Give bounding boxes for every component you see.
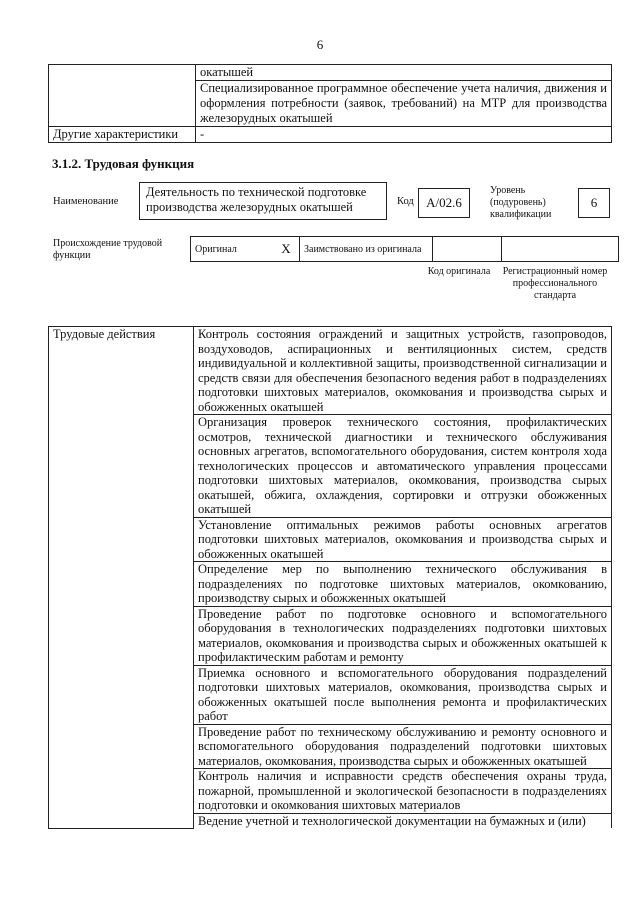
table-row [49, 327, 612, 415]
other-characteristics-value: - [196, 127, 612, 143]
labor-action-item: Ведение учетной и технологической документации на бумажных и (или) [194, 813, 612, 828]
origin-borrowed-label: Заимствовано из оригинала [300, 237, 433, 262]
origin-table [190, 236, 619, 262]
labor-actions-label: Трудовые действия [49, 327, 194, 829]
labor-action-item: Организация проверок технического состояния, профилактических осмотров, технической диагностики и технического обслуживания основных агрегатов, вспомогательного оборудования, систем контроля хода технологических процессов и автоматического управления процессами подготовки шихтовых материалов, окомкования, производства сырых окатышей, обжига, охлаждения, сортировки и отгрузки обожженных окатышей [194, 415, 612, 518]
table-cell-label [49, 81, 196, 127]
section-title: 3.1.2. Трудовая функция [52, 156, 195, 171]
origin-reg-cell [502, 237, 619, 262]
labor-action-item: Контроль наличия и исправности средств обеспечения охраны труда, пожарной, промышленной и экологической безопасности в подразделениях подготовки и окомкования шихтовых материалов [194, 769, 612, 814]
table-row [49, 65, 612, 81]
name-label: Наименование [53, 196, 119, 207]
table-row [191, 237, 619, 262]
level-value-box: 6 [578, 188, 610, 218]
labor-action-item: Проведение работ по техническому обслуживанию и ремонту основного и вспомогательного оборудования подразделений подготовки шихтовых материалов, окомкования, производства сырых и обожженных окатышей [194, 724, 612, 769]
labor-action-item: Контроль состояния ограждений и защитных устройств, газопроводов, воздуховодов, аспирационных и вентиляционных систем, средств индивидуальной и коллективной защиты, производственной сигнализации и средств связи для обеспечения безопасного ведения работ в подразделениях подготовки шихтовых материалов, окомкования и производства сырых и обожженных окатышей [194, 327, 612, 415]
origin-label: Происхождение трудовой функции [53, 238, 163, 261]
origin-original-label: Оригинал [191, 237, 274, 262]
labor-action-item: Определение мер по выполнению технического обслуживания в подразделениях по подготовке шихтовых материалов, окомкованию, производству сырых и обожженных окатышей [194, 562, 612, 607]
table-row [49, 127, 612, 143]
origin-mark: X [273, 237, 300, 262]
origin-code-caption: Код оригинала [427, 266, 491, 277]
origin-reg-caption: Регистрационный номер профессионального стандарта [502, 266, 608, 301]
level-label: Уровень (подуровень) квалификации [490, 185, 552, 220]
top-continuation-table [48, 64, 612, 143]
code-value-box: А/02.6 [418, 188, 470, 218]
labor-actions-table [48, 326, 612, 829]
table-cell-text: окатышей [196, 65, 612, 81]
table-row [49, 81, 612, 127]
labor-action-item: Установление оптимальных режимов работы основных агрегатов подготовки шихтовых материалов, окомкования и производства сырых и обожженных окатышей [194, 517, 612, 562]
code-label: Код [397, 196, 414, 207]
other-characteristics-label: Другие характеристики [49, 127, 196, 143]
name-value-box: Деятельность по технической подготовке производства железорудных окатышей [139, 182, 387, 220]
table-cell-label [49, 65, 196, 81]
origin-code-cell [433, 237, 502, 262]
labor-action-item: Приемка основного и вспомогательного оборудования подразделений подготовки шихтовых материалов, окомкования, производства сырых и обожженных окатышей после выполнения ремонта и профилактических работ [194, 665, 612, 724]
labor-action-item: Проведение работ по подготовке основного и вспомогательного оборудования в технологических подразделениях подготовки шихтовых материалов, окомкования и производства сырых и обожженных окатышей к профилактическим работам и ремонту [194, 606, 612, 665]
table-cell-text: Специализированное программное обеспечение учета наличия, движения и оформления потребности (заявок, требований) на МТР для производства железорудных окатышей [196, 81, 612, 127]
page-number: 6 [316, 37, 324, 52]
